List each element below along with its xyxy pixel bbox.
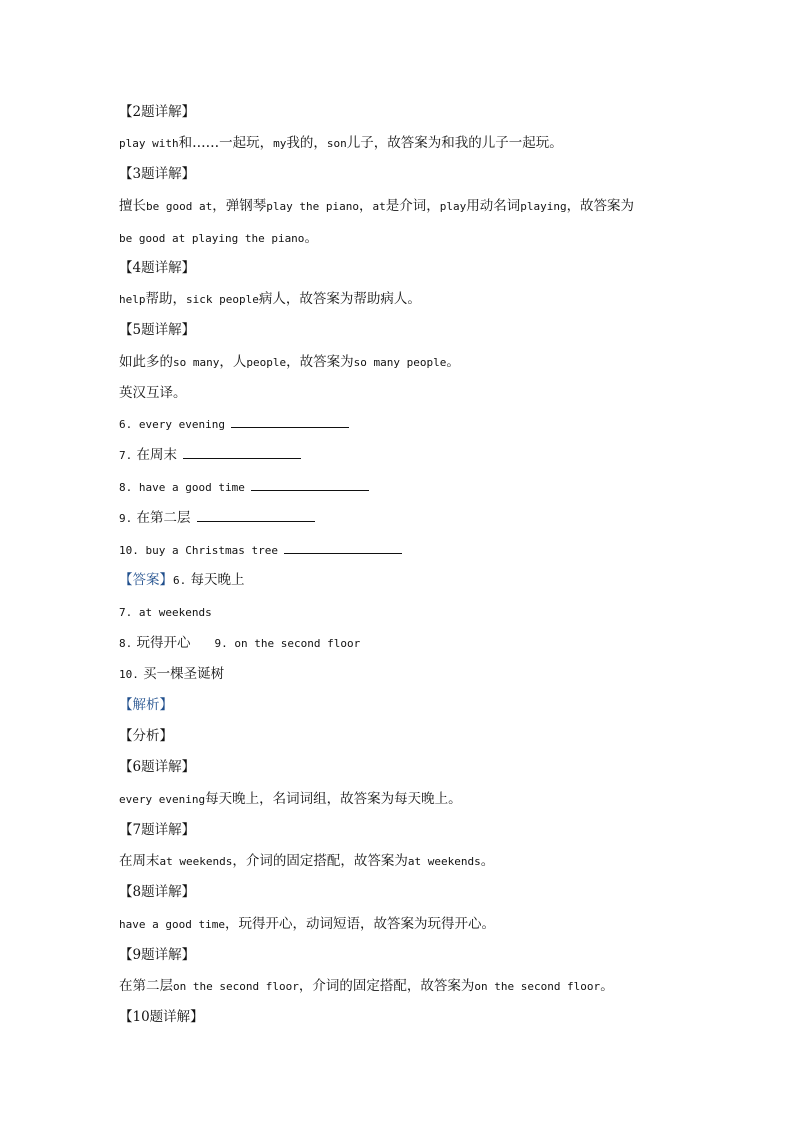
explanation-q8: have a good time，玩得开心，动词短语，故答案为玩得开心。 [119, 916, 495, 932]
explanation-q2: play with和……一起玩，my我的，son儿子，故答案为和我的儿子一起玩。 [119, 135, 563, 151]
answer-blank [231, 415, 349, 428]
answer-blank [197, 509, 315, 522]
answer-line-10: 10. 买一棵圣诞树 [119, 666, 225, 682]
heading-q6: 【6题详解】 [119, 759, 196, 775]
question-6: 6. every evening [119, 414, 349, 435]
heading-q8: 【8题详解】 [119, 884, 196, 900]
answer-blank [251, 478, 369, 491]
heading-q5: 【5题详解】 [119, 322, 196, 338]
explanation-q9: 在第二层on the second floor，介词的固定搭配，故答案为on the second floor。 [119, 978, 614, 994]
heading-q4: 【4题详解】 [119, 260, 196, 276]
explanation-q6: every evening每天晚上，名词词组，故答案为每天晚上。 [119, 791, 462, 807]
answer-blank [284, 541, 402, 554]
answer-line-8-9: 8. 玩得开心 9. on the second floor [119, 635, 361, 651]
explanation-q3-line2: be good at playing the piano。 [119, 230, 318, 246]
answer-line-6: 【答案】6. 每天晚上 [119, 572, 245, 588]
heading-q3: 【3题详解】 [119, 166, 196, 182]
question-9: 9. 在第二层 [119, 508, 315, 529]
explanation-q3-line1: 擅长be good at，弹钢琴play the piano，at是介词，play用动名词playing，故答案为 [119, 198, 635, 214]
heading-q10: 【10题详解】 [119, 1009, 204, 1025]
answer-blank [183, 446, 301, 459]
heading-q2: 【2题详解】 [119, 104, 196, 120]
answer-label: 【答案】 [119, 572, 173, 588]
section-title: 英汉互译。 [119, 385, 187, 401]
answer-line-7: 7. at weekends [119, 606, 212, 619]
explanation-q7: 在周末at weekends，介词的固定搭配，故答案为at weekends。 [119, 853, 495, 869]
explanation-q4: help帮助，sick people病人，故答案为帮助病人。 [119, 291, 421, 307]
heading-q9: 【9题详解】 [119, 947, 196, 963]
explanation-q5: 如此多的so many，人people，故答案为so many people。 [119, 354, 460, 370]
question-10: 10. buy a Christmas tree [119, 540, 402, 561]
analysis-label: 【解析】 [119, 697, 173, 713]
heading-q7: 【7题详解】 [119, 822, 196, 838]
question-8: 8. have a good time [119, 477, 369, 498]
question-7: 7. 在周末 [119, 445, 301, 466]
analysis-heading: 【分析】 [119, 728, 173, 744]
